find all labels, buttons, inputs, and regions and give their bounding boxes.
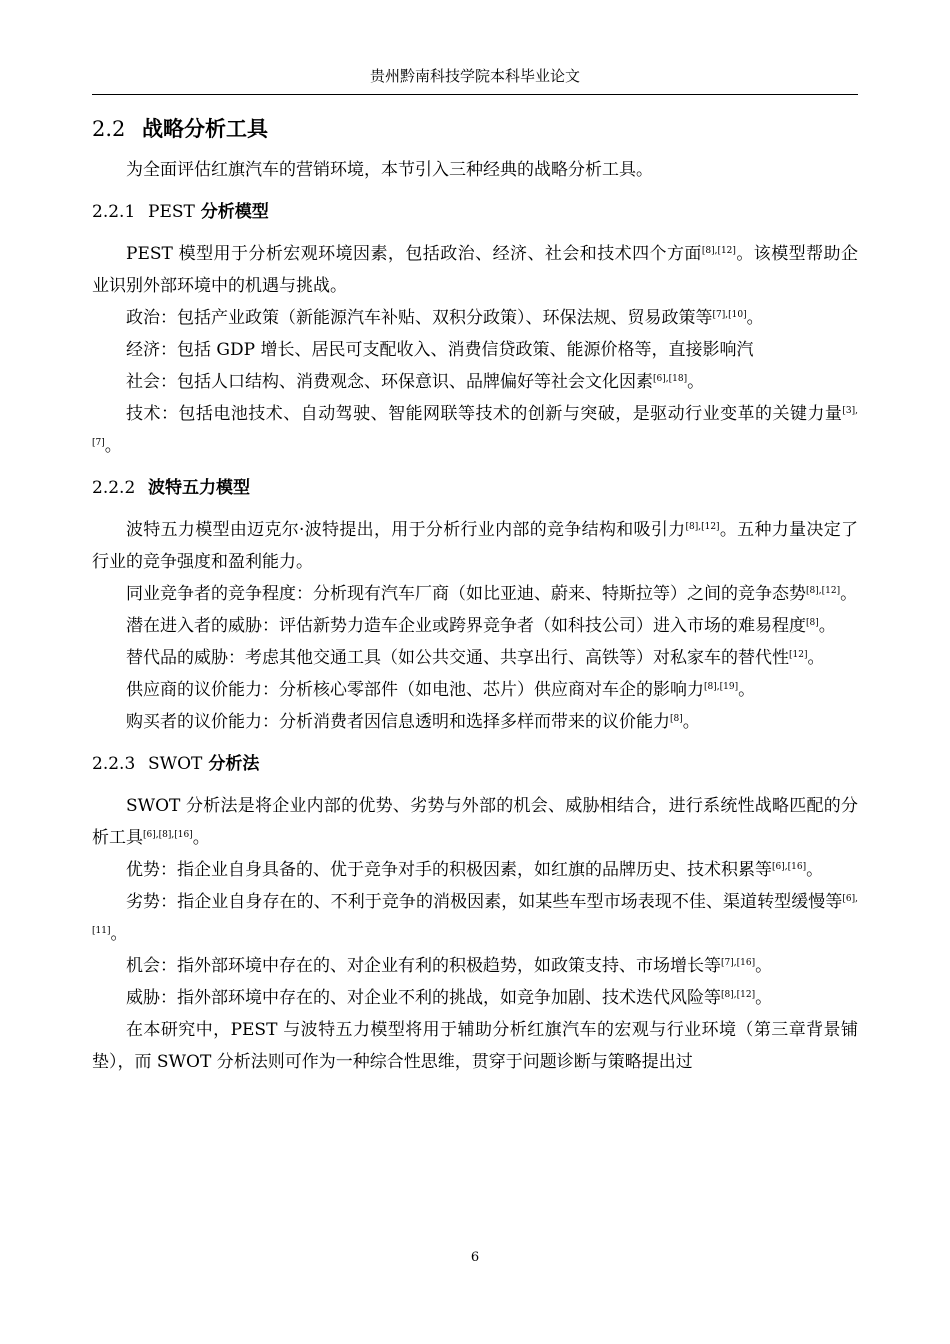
subsection-heading-porter bbox=[92, 476, 858, 500]
citation: [8] bbox=[670, 714, 683, 724]
paragraph: 在本研究中，PEST 与波特五力模型将用于辅助分析红旗汽车的宏观与行业环境（第三章背景铺垫），而 SWOT 分析法则可作为一种综合性思维，贯穿于问题诊断与策略提出过 bbox=[92, 1020, 858, 1072]
paragraph: 技术：包括电池技术、自动驾驶、智能网联等技术的创新与突破，是驱动行业变革的关键力量[3],[7]。 bbox=[92, 404, 858, 456]
citation: [8],[12] bbox=[701, 246, 736, 256]
subsection-number: 2.2.1 bbox=[92, 202, 136, 222]
paragraph: 供应商的议价能力：分析核心零部件（如电池、芯片）供应商对车企的影响力[8],[19]。 bbox=[126, 680, 756, 700]
paragraph: 优势：指企业自身具备的、优于竞争对手的积极因素，如红旗的品牌历史、技术积累等[6],[16]。 bbox=[126, 860, 824, 880]
paragraph: 同业竞争者的竞争程度：分析现有汽车厂商（如比亚迪、蔚来、特斯拉等）之间的竞争态势[8],[12]。 bbox=[126, 584, 858, 604]
header-rule bbox=[92, 94, 858, 95]
subsection-title-cn: 分析模型 bbox=[200, 202, 269, 222]
paragraph: SWOT 分析法是将企业内部的优势、劣势与外部的机会、威胁相结合，进行系统性战略匹配的分析工具[6],[8],[16]。 bbox=[92, 796, 858, 848]
citation: [8],[19] bbox=[704, 682, 739, 692]
citation: [6],[16] bbox=[772, 862, 807, 872]
citation: [7],[16] bbox=[721, 958, 756, 968]
paragraph: 机会：指外部环境中存在的、对企业有利的积极趋势，如政策支持、市场增长等[7],[16]。 bbox=[126, 956, 773, 976]
paragraph: 购买者的议价能力：分析消费者因信息透明和选择多样而带来的议价能力[8]。 bbox=[126, 712, 700, 732]
subsection-title-cn: 分析法 bbox=[208, 754, 260, 774]
subsection-heading-pest bbox=[92, 200, 858, 224]
running-header: 贵州黔南科技学院本科毕业论文 bbox=[369, 67, 580, 85]
paragraph: 波特五力模型由迈克尔·波特提出，用于分析行业内部的竞争结构和吸引力[8],[12]。五种力量决定了行业的竞争强度和盈利能力。 bbox=[92, 520, 859, 572]
citation: [3],[7] bbox=[92, 406, 858, 448]
citation: [8],[12] bbox=[721, 990, 756, 1000]
subsection-title-en: SWOT bbox=[148, 754, 203, 774]
citation: [8],[12] bbox=[806, 586, 841, 596]
paragraph: PEST 模型用于分析宏观环境因素，包括政治、经济、社会和技术四个方面[8],[12]。该模型帮助企业识别外部环境中的机遇与挑战。 bbox=[92, 244, 858, 296]
section-title: 战略分析工具 bbox=[142, 117, 268, 141]
subsection-number: 2.2.2 bbox=[92, 478, 136, 498]
paragraph: 社会：包括人口结构、消费观念、环保意识、品牌偏好等社会文化因素[6],[18]。 bbox=[126, 372, 705, 392]
paragraph: 替代品的威胁：考虑其他交通工具（如公共交通、共享出行、高铁等）对私家车的替代性[12]。 bbox=[126, 648, 825, 668]
paragraph: 经济：包括 GDP 增长、居民可支配收入、消费信贷政策、能源价格等，直接影响汽 bbox=[126, 340, 754, 360]
paragraph: 劣势：指企业自身存在的、不利于竞争的消极因素，如某些车型市场表现不佳、渠道转型缓慢等[6],[11]。 bbox=[92, 892, 858, 944]
subsection-number: 2.2.3 bbox=[92, 754, 136, 774]
citation: [8],[12] bbox=[685, 522, 720, 532]
paragraph: 潜在进入者的威胁：评估新势力造车企业或跨界竞争者（如科技公司）进入市场的难易程度[8]。 bbox=[126, 616, 836, 636]
subsection-title-en: PEST bbox=[148, 202, 195, 222]
citation: [12] bbox=[789, 650, 808, 660]
paragraph: 政治：包括产业政策（新能源汽车补贴、双积分政策）、环保法规、贸易政策等[7],[10]。 bbox=[126, 308, 764, 328]
subsection-heading-swot bbox=[92, 752, 858, 776]
citation: [6],[8],[16] bbox=[143, 830, 193, 840]
page-body bbox=[92, 114, 858, 1078]
subsection-title: 波特五力模型 bbox=[148, 478, 250, 498]
citation: [8] bbox=[806, 618, 819, 628]
citation: [6],[18] bbox=[653, 374, 688, 384]
section-number: 2.2 bbox=[92, 117, 126, 141]
section-intro: 为全面评估红旗汽车的营销环境，本节引入三种经典的战略分析工具。 bbox=[126, 160, 653, 180]
citation: [7],[10] bbox=[712, 310, 747, 320]
page-number: 6 bbox=[470, 1250, 480, 1265]
citation: [6],[11] bbox=[92, 894, 858, 936]
section-heading bbox=[92, 114, 858, 144]
paragraph: 威胁：指外部环境中存在的、对企业不利的挑战，如竞争加剧、技术迭代风险等[8],[12]。 bbox=[126, 988, 773, 1008]
